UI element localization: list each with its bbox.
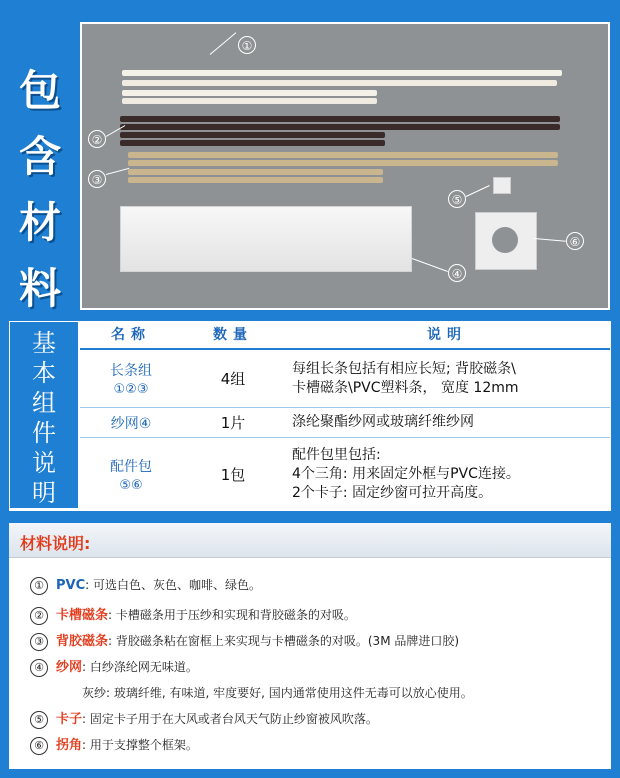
desc-line: 涤纶聚酯纱网或玻璃纤维纱网 xyxy=(292,414,474,431)
item-number: ⑥ xyxy=(30,737,48,755)
table-row xyxy=(80,438,610,510)
item-text: : 背胶磁条粘在窗框上来实现与卡槽磁条的对吸。(3M 品牌进口胶) xyxy=(108,634,460,648)
cell-qty: 1包 xyxy=(182,438,284,510)
slot-magnetic-strip xyxy=(120,132,385,138)
product-photo xyxy=(80,22,610,310)
adhesive-magnetic-strip xyxy=(128,152,558,158)
item-key: 卡槽磁条 xyxy=(56,608,109,623)
side-title-included-materials xyxy=(14,58,66,322)
components-table xyxy=(80,320,610,510)
side-title-char: 材 xyxy=(18,198,61,247)
adhesive-magnetic-strip xyxy=(128,177,383,183)
pvc-strip xyxy=(122,80,557,86)
callout-leader xyxy=(106,168,129,175)
clip-part xyxy=(493,177,511,194)
side-title-char: 件 xyxy=(32,419,56,447)
adhesive-magnetic-strip xyxy=(128,160,558,166)
corner-bracket xyxy=(475,212,537,270)
callout-leader xyxy=(534,238,566,242)
row-name: 长条组 xyxy=(110,363,152,380)
callout-leader xyxy=(412,258,448,272)
callout-leader xyxy=(466,185,490,197)
material-item-sub xyxy=(82,684,473,701)
item-text: 灰纱: 玻璃纤维, 有味道, 牢度要好, 国内通常使用这件无毒可以放心使用。 xyxy=(82,686,473,700)
table-row xyxy=(80,349,610,407)
side-title-char: 说 xyxy=(32,449,56,477)
callout-3: ③ xyxy=(88,170,106,188)
callout-leader xyxy=(210,32,237,55)
side-title-basic-components xyxy=(10,322,78,508)
item-number: ② xyxy=(30,607,48,625)
slot-magnetic-strip xyxy=(120,116,560,122)
desc-line: 配件包里包括: xyxy=(292,446,381,463)
item-text: : 固定卡子用于在大风或者台风天气防止纱窗被风吹落。 xyxy=(82,712,378,726)
cell-qty: 1片 xyxy=(182,407,284,437)
slot-magnetic-strip xyxy=(120,140,385,146)
cell-name: 纱网④ xyxy=(80,407,182,437)
table-row xyxy=(80,407,610,437)
item-text: : 白纱涤纶网无味道。 xyxy=(82,660,198,674)
adhesive-magnetic-strip xyxy=(128,169,383,175)
row-numbers: ①②③ xyxy=(113,382,149,398)
mesh-roll xyxy=(120,206,412,272)
cell-qty: 4组 xyxy=(182,349,284,407)
desc-line: 卡槽磁条\PVC塑料条， 宽度 12mm xyxy=(292,379,519,396)
cell-name xyxy=(80,438,182,510)
header-name: 名称 xyxy=(80,320,182,349)
item-number: ① xyxy=(30,577,48,595)
callout-4: ④ xyxy=(448,264,466,282)
material-item xyxy=(30,656,198,677)
row-name: 配件包 xyxy=(110,458,152,475)
row-numbers: ⑤⑥ xyxy=(119,477,143,493)
callout-1: ① xyxy=(238,36,256,54)
pvc-strip xyxy=(122,98,377,104)
callout-2: ② xyxy=(88,130,106,148)
callout-5: ⑤ xyxy=(448,190,466,208)
material-item xyxy=(30,576,261,595)
side-title-char: 含 xyxy=(18,132,61,181)
desc-line: 4个三角: 用来固定外框与PVC连接。 xyxy=(292,465,520,482)
header-desc: 说明 xyxy=(284,320,610,349)
item-number: ⑤ xyxy=(30,711,48,729)
item-text: : 可选白色、灰色、咖啡、绿色。 xyxy=(85,578,261,592)
desc-line: 每组长条包括有相应长短; 背胶磁条\ xyxy=(292,360,516,377)
pvc-strip xyxy=(122,70,562,76)
side-title-char: 料 xyxy=(18,264,61,313)
item-number: ④ xyxy=(30,659,48,677)
side-title-char: 明 xyxy=(32,479,56,507)
material-item xyxy=(30,708,378,729)
slot-magnetic-strip xyxy=(120,124,560,130)
side-title-char: 组 xyxy=(32,389,56,417)
item-text: : 用于支撑整个框架。 xyxy=(82,738,198,752)
cell-name xyxy=(80,349,182,407)
header-qty: 数量 xyxy=(182,320,284,349)
cell-desc xyxy=(284,349,610,407)
pvc-strip xyxy=(122,90,377,96)
item-key: PVC xyxy=(56,578,86,593)
material-item xyxy=(30,734,198,755)
item-key: 背胶磁条 xyxy=(56,634,109,649)
cell-desc xyxy=(284,438,610,510)
material-item xyxy=(30,630,459,651)
table-header-row xyxy=(80,320,610,349)
cell-desc xyxy=(284,407,610,437)
item-key: 卡子 xyxy=(56,712,83,727)
desc-line: 2个卡子: 固定纱窗可拉开高度。 xyxy=(292,484,493,501)
materials-header-bar xyxy=(9,523,611,558)
side-title-char: 包 xyxy=(18,66,61,115)
callout-6: ⑥ xyxy=(566,232,584,250)
side-title-char: 本 xyxy=(32,359,56,387)
item-key: 纱网 xyxy=(56,660,83,675)
item-text: : 卡槽磁条用于压纱和实现和背胶磁条的对吸。 xyxy=(108,608,356,622)
side-title-char: 基 xyxy=(32,329,56,357)
item-key: 拐角 xyxy=(56,738,83,753)
item-number: ③ xyxy=(30,633,48,651)
material-item xyxy=(30,604,356,625)
materials-title: 材料说明: xyxy=(20,534,91,553)
